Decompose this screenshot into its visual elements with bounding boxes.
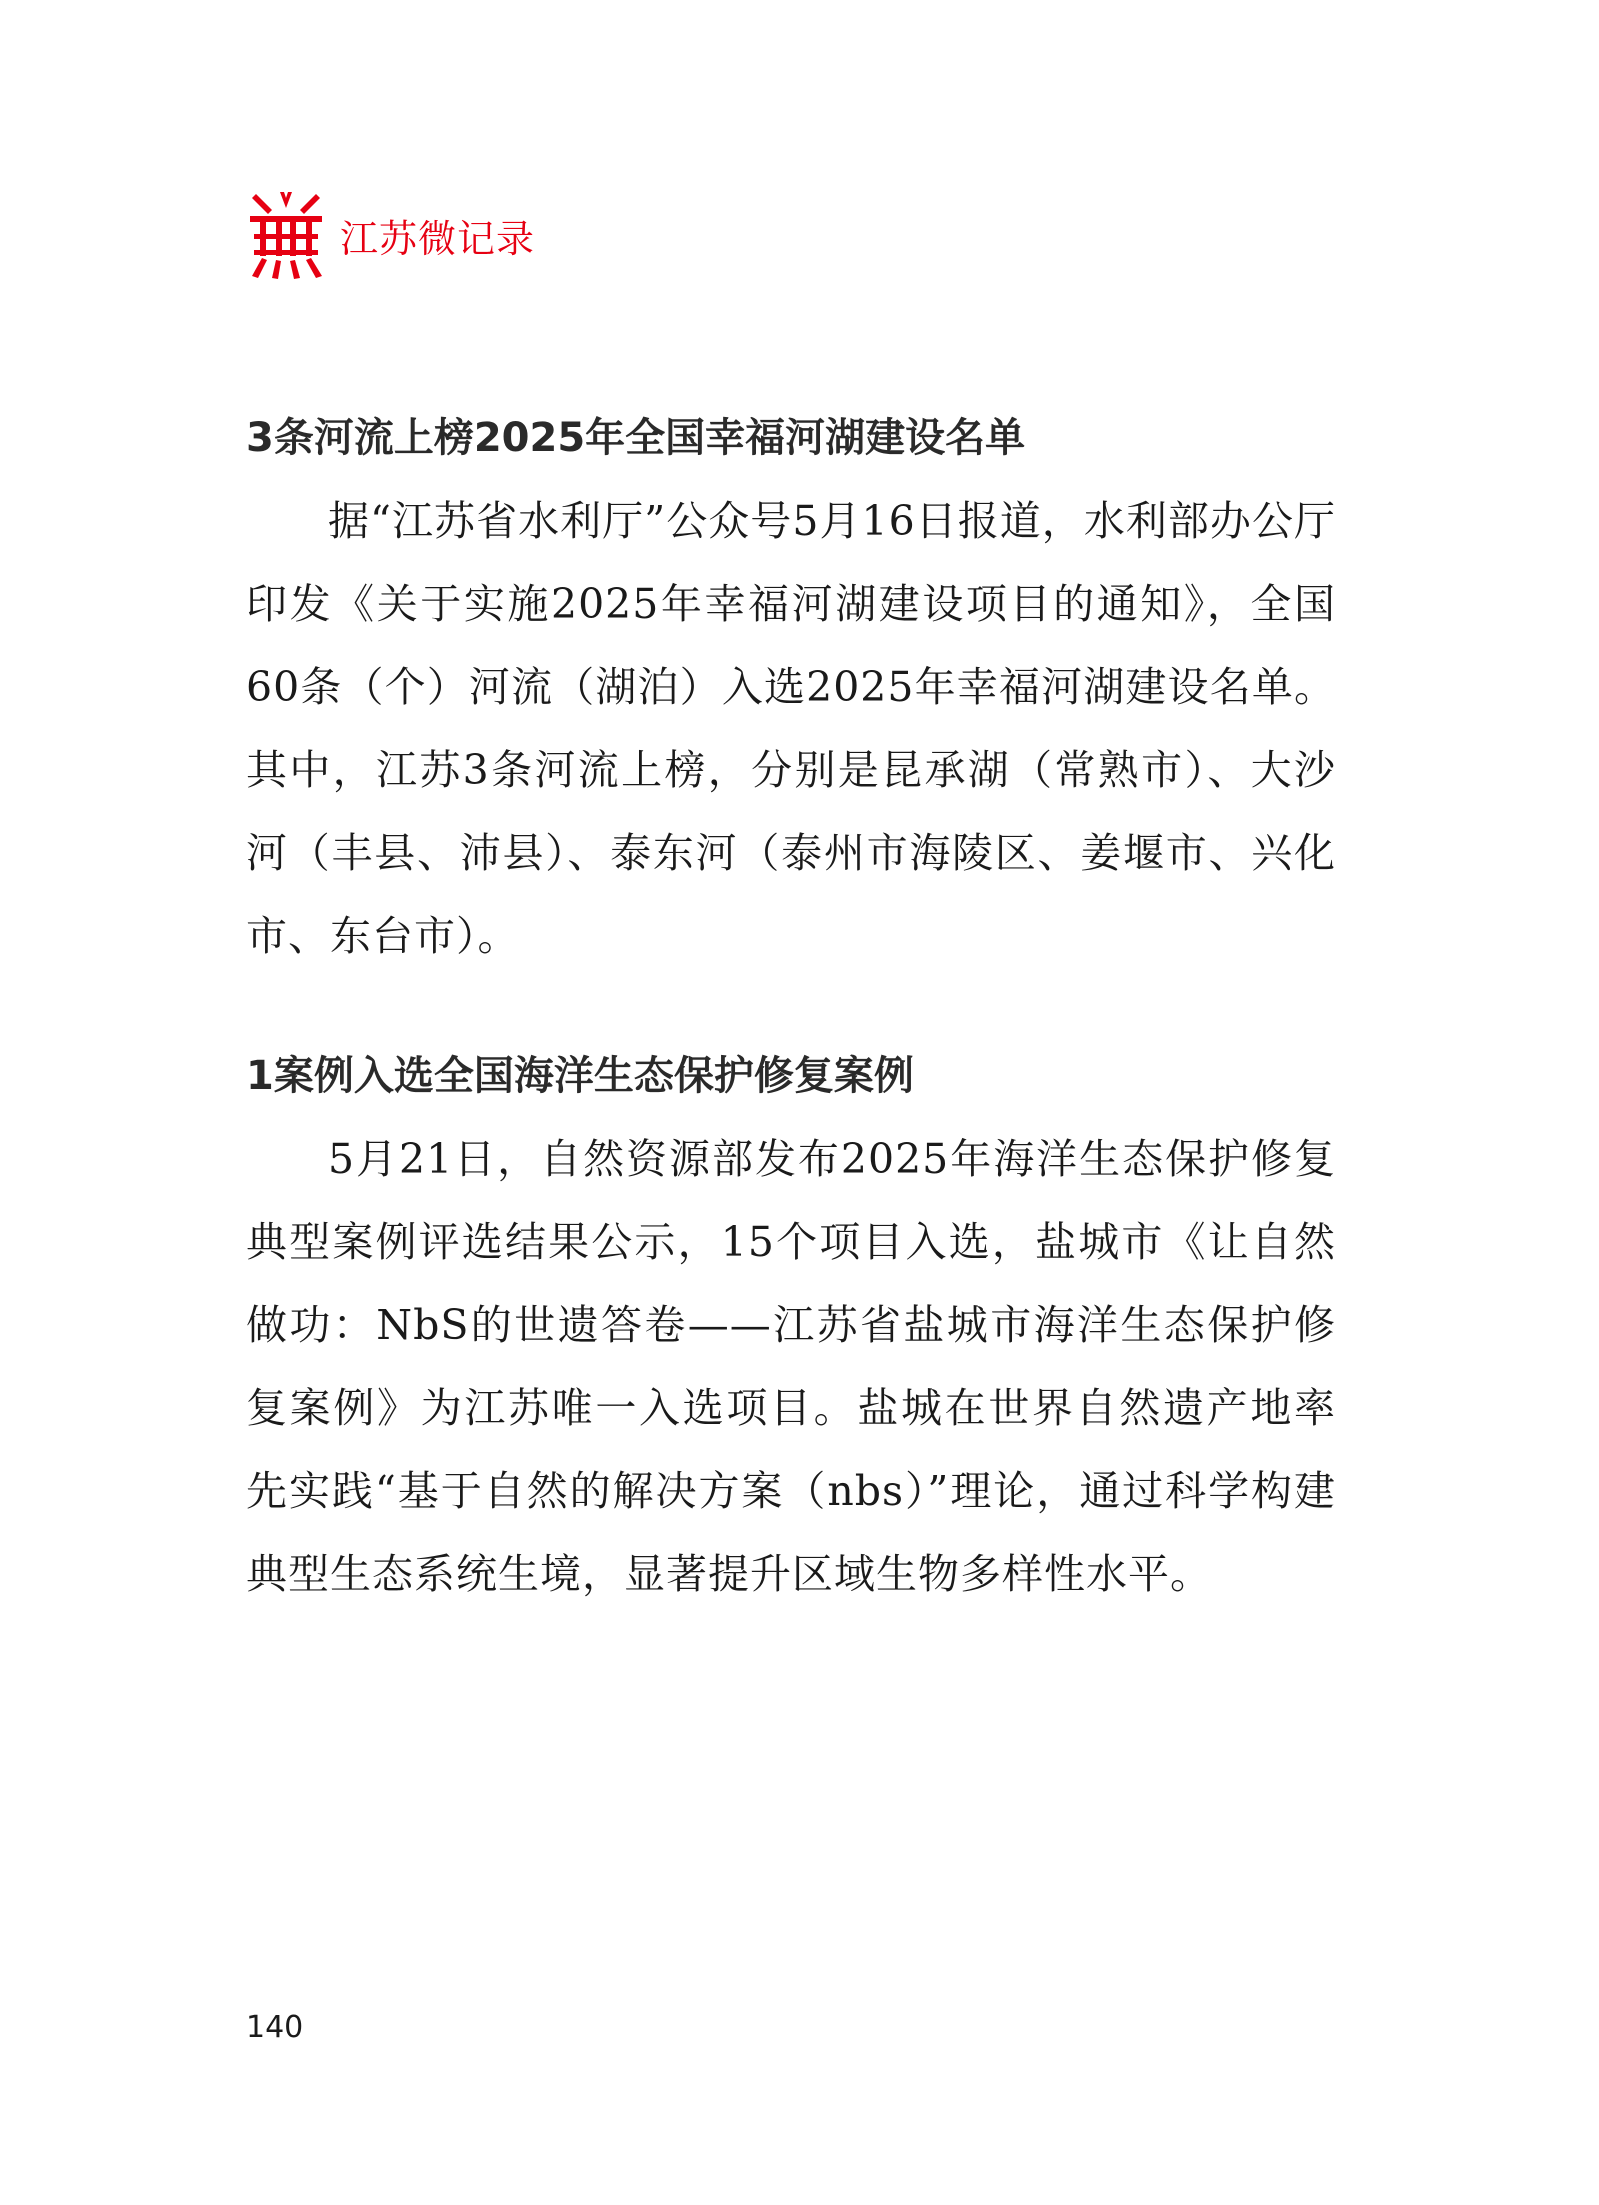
news-section bbox=[246, 1036, 1336, 1616]
jiangsu-seal-logo-icon bbox=[246, 190, 326, 280]
article-body bbox=[246, 398, 1336, 1616]
section-heading: 3条河流上榜2025年全国幸福河湖建设名单 bbox=[246, 415, 1026, 461]
header-title: 江苏微记录 bbox=[340, 216, 536, 261]
section-heading: 1案例入选全国海洋生态保护修复案例 bbox=[246, 1053, 914, 1099]
section-paragraph: 5月21日，自然资源部发布2025年海洋生态保护修复典型案例评选结果公示，15个项目入选，盐城市《让自然做功：NbS的世遗答卷——江苏省盐城市海洋生态保护修复案例》为江苏唯一入选项目。盐城在世界自然遗产地率先实践“基于自然的解决方案（nbs）”理论，通过科学构建典型生态系统生境，显著提升区域生物多样性水平。 bbox=[246, 1135, 1336, 1598]
section-paragraph: 据“江苏省水利厅”公众号5月16日报道，水利部办公厅印发《关于实施2025年幸福河湖建设项目的通知》，全国60条（个）河流（湖泊）入选2025年幸福河湖建设名单。其中，江苏3条河流上榜，分别是昆承湖（常熟市）、大沙河（丰县、沛县）、泰东河（泰州市海陵区、姜堰市、兴化市、东台市）。 bbox=[246, 497, 1336, 960]
page-header bbox=[246, 190, 535, 280]
page-number: 140 bbox=[246, 2010, 304, 2045]
news-section bbox=[246, 398, 1336, 978]
